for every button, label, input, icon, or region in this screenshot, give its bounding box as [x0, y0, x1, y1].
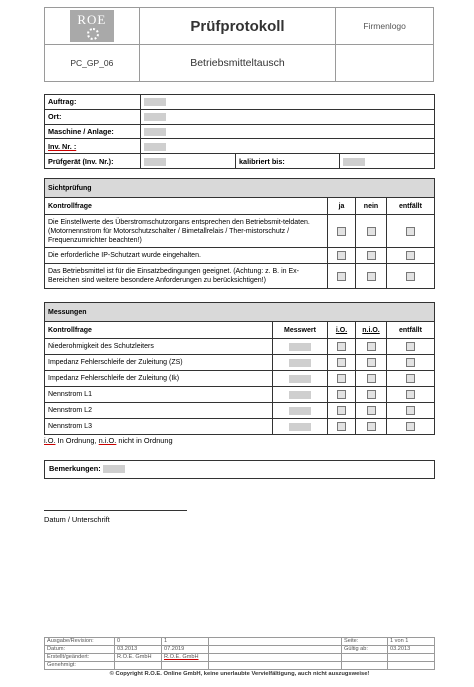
io-checkbox[interactable]: [337, 406, 346, 415]
col-nein: nein: [356, 198, 387, 215]
col-kontrollfrage: Kontrollfrage: [45, 322, 273, 339]
mess-question-3: Impedanz Fehlerschleife der Zuleitung (Ik): [45, 371, 273, 387]
mess-question-6: Nennstrom L3: [45, 419, 273, 435]
info-table: [44, 94, 435, 169]
table-row: [45, 215, 435, 248]
messwert-cell[interactable]: [273, 387, 328, 403]
sichtpruefung-title: Sichtprüfung: [45, 179, 435, 198]
nio-cell: [356, 419, 387, 435]
footer-empty: [162, 662, 209, 670]
footer-datum-value-1: 03.2013: [115, 646, 162, 654]
entfaellt-cell: [387, 419, 435, 435]
footer-empty: [209, 662, 342, 670]
footer-erstellt-label: Erstellt/geändert:: [45, 654, 115, 662]
ort-field[interactable]: [141, 109, 435, 124]
footer-datum-value-2: 07.2019: [162, 646, 209, 654]
messwert-input[interactable]: [289, 375, 311, 383]
entfaellt-checkbox[interactable]: [406, 406, 415, 415]
entfaellt-cell: [387, 387, 435, 403]
bemerkungen-input[interactable]: [103, 465, 125, 473]
footer-seite-label: Seite:: [342, 638, 388, 646]
entfaellt-cell: [387, 403, 435, 419]
col-messwert: Messwert: [273, 322, 328, 339]
messwert-cell[interactable]: [273, 339, 328, 355]
ja-cell: [328, 248, 356, 264]
footer-gueltig-label: Gültig ab:: [342, 646, 388, 654]
signature-label: Datum / Unterschrift: [44, 515, 110, 524]
nio-cell: [356, 387, 387, 403]
io-cell: [328, 403, 356, 419]
entfaellt-checkbox[interactable]: [406, 272, 415, 281]
messwert-cell[interactable]: [273, 355, 328, 371]
entfaellt-cell: [387, 264, 435, 289]
legend-nio: n.i.O.: [98, 436, 117, 445]
footer-empty: [115, 662, 162, 670]
messwert-cell[interactable]: [273, 419, 328, 435]
footer-revision-value: 1: [162, 638, 209, 646]
footer-gueltig-value: 03.2013: [388, 646, 435, 654]
document-title: Prüfprotokoll: [139, 8, 336, 45]
logo-text: ROE: [77, 12, 107, 27]
footer-erstellt-value-1: R.O.E. GmbH: [115, 654, 162, 662]
footer-genehmigt-label: Genehmigt:: [45, 662, 115, 670]
inv-nr-field[interactable]: [141, 139, 435, 154]
roe-logo: [70, 10, 114, 42]
sicht-question-3: Das Betriebsmittel ist für die Einsatzbedingungen geeignet. (Achtung: z. B. in Ex-Bereichen sind weitere besondere Anforderungen zu berücksichtigen!): [45, 264, 328, 289]
table-row: [45, 264, 435, 289]
io-cell: [328, 339, 356, 355]
ja-cell: [328, 215, 356, 248]
io-cell: [328, 387, 356, 403]
signature-line: [44, 510, 187, 511]
maschine-input[interactable]: [144, 128, 166, 136]
entfaellt-cell: [387, 371, 435, 387]
nio-cell: [356, 371, 387, 387]
footer-empty: [209, 654, 342, 662]
io-checkbox[interactable]: [337, 374, 346, 383]
table-row: [45, 371, 435, 387]
nein-checkbox[interactable]: [367, 251, 376, 260]
legend: [44, 436, 173, 445]
legend-io: i.O.: [44, 436, 56, 445]
nio-checkbox[interactable]: [367, 374, 376, 383]
footer-empty: [388, 654, 435, 662]
legend-io-text: In Ordnung,: [57, 436, 97, 445]
table-row: [45, 419, 435, 435]
footer-empty: [209, 646, 342, 654]
messwert-input[interactable]: [289, 391, 311, 399]
ja-checkbox[interactable]: [337, 227, 346, 236]
col-entfaellt: entfällt: [387, 198, 435, 215]
ja-checkbox[interactable]: [337, 272, 346, 281]
col-io: i.O.: [328, 322, 356, 339]
io-cell: [328, 419, 356, 435]
nio-checkbox[interactable]: [367, 358, 376, 367]
entfaellt-cell: [387, 248, 435, 264]
entfaellt-checkbox[interactable]: [406, 251, 415, 260]
bemerkungen-label: Bemerkungen:: [49, 464, 101, 473]
io-checkbox[interactable]: [337, 422, 346, 431]
mess-question-2: Impedanz Fehlerschleife der Zuleitung (ZS): [45, 355, 273, 371]
copyright-notice: © Copyright R.O.E. Online GmbH, keine unerlaubte Vervielfältigung, auch nicht auszugsweise!: [109, 671, 370, 677]
col-nio: n.i.O.: [356, 322, 387, 339]
kalibriert-label: kalibriert bis:: [236, 154, 340, 169]
entfaellt-cell: [387, 215, 435, 248]
kalibriert-input[interactable]: [343, 158, 365, 166]
mess-question-5: Nennstrom L2: [45, 403, 273, 419]
table-row: [45, 248, 435, 264]
entfaellt-cell: [387, 355, 435, 371]
footer-empty: [342, 662, 388, 670]
mess-question-1: Niederohmigkeit des Schutzleiters: [45, 339, 273, 355]
footer-table: [44, 637, 435, 670]
messwert-cell[interactable]: [273, 403, 328, 419]
footer-empty: [342, 654, 388, 662]
auftrag-label: Auftrag:: [45, 95, 141, 110]
inv-nr-label: Inv. Nr. :: [45, 139, 141, 154]
col-ja: ja: [328, 198, 356, 215]
io-cell: [328, 371, 356, 387]
io-checkbox[interactable]: [337, 342, 346, 351]
messwert-input[interactable]: [289, 423, 311, 431]
nio-checkbox[interactable]: [367, 390, 376, 399]
inv-nr-input[interactable]: [144, 143, 166, 151]
entfaellt-checkbox[interactable]: [406, 390, 415, 399]
footer-ausgabe-label: Ausgabe/Revision:: [45, 638, 115, 646]
messwert-input[interactable]: [289, 359, 311, 367]
nio-checkbox[interactable]: [367, 406, 376, 415]
io-checkbox[interactable]: [337, 390, 346, 399]
table-row: [45, 387, 435, 403]
nein-cell: [356, 215, 387, 248]
kalibriert-field[interactable]: [340, 154, 435, 169]
entfaellt-checkbox[interactable]: [406, 227, 415, 236]
gear-icon: [87, 28, 99, 40]
document-code: PC_GP_06: [45, 45, 140, 82]
pruefgeraet-field[interactable]: [141, 154, 236, 169]
firm-logo-placeholder: Firmenlogo: [336, 8, 434, 45]
pruefgeraet-input[interactable]: [144, 158, 166, 166]
auftrag-input[interactable]: [144, 98, 166, 106]
auftrag-field[interactable]: [141, 95, 435, 110]
sicht-question-1: Die Einstellwerte des Überstromschutzorgans entsprechen den Betriebsmit-teldaten. (Motornennstrom für Motorschutzschalter / Bimetallrelais / Ther-mistorschutz / Frequenzumrichter beachten!): [45, 215, 328, 248]
messwert-input[interactable]: [289, 343, 311, 351]
col-kontrollfrage: Kontrollfrage: [45, 198, 328, 215]
maschine-field[interactable]: [141, 124, 435, 139]
sicht-question-2: Die erforderliche IP-Schutzart wurde eingehalten.: [45, 248, 328, 264]
pruefgeraet-label: Prüfgerät (Inv. Nr.):: [45, 154, 141, 169]
col-entfaellt: entfällt: [387, 322, 435, 339]
footer-ausgabe-value: 0: [115, 638, 162, 646]
footer-empty: [209, 638, 342, 646]
document-header: [44, 7, 434, 82]
document-subtitle: Betriebsmitteltausch: [139, 45, 336, 82]
nio-cell: [356, 355, 387, 371]
footer-empty: [388, 662, 435, 670]
sichtpruefung-table: [44, 178, 435, 289]
nein-checkbox[interactable]: [367, 227, 376, 236]
messungen-table: [44, 302, 435, 435]
footer-seite-value: 1 von 1: [388, 638, 435, 646]
table-row: [45, 403, 435, 419]
nio-cell: [356, 339, 387, 355]
messwert-input[interactable]: [289, 407, 311, 415]
entfaellt-checkbox[interactable]: [406, 374, 415, 383]
footer-erstellt-value-2: R.O.E. GmbH: [162, 654, 209, 662]
nio-cell: [356, 403, 387, 419]
io-checkbox[interactable]: [337, 358, 346, 367]
logo-cell: [45, 8, 140, 45]
entfaellt-checkbox[interactable]: [406, 422, 415, 431]
nein-cell: [356, 264, 387, 289]
maschine-label: Maschine / Anlage:: [45, 124, 141, 139]
messungen-title: Messungen: [45, 303, 435, 322]
table-row: [45, 355, 435, 371]
legend-nio-text: nicht in Ordnung: [118, 436, 173, 445]
nio-checkbox[interactable]: [367, 422, 376, 431]
ort-input[interactable]: [144, 113, 166, 121]
bemerkungen-box: [44, 460, 435, 479]
nein-cell: [356, 248, 387, 264]
entfaellt-checkbox[interactable]: [406, 342, 415, 351]
footer-datum-label: Datum:: [45, 646, 115, 654]
entfaellt-cell: [387, 339, 435, 355]
ort-label: Ort:: [45, 109, 141, 124]
table-row: [45, 339, 435, 355]
ja-cell: [328, 264, 356, 289]
ja-checkbox[interactable]: [337, 251, 346, 260]
mess-question-4: Nennstrom L1: [45, 387, 273, 403]
messwert-cell[interactable]: [273, 371, 328, 387]
header-empty-cell: [336, 45, 434, 82]
io-cell: [328, 355, 356, 371]
entfaellt-checkbox[interactable]: [406, 358, 415, 367]
nein-checkbox[interactable]: [367, 272, 376, 281]
nio-checkbox[interactable]: [367, 342, 376, 351]
